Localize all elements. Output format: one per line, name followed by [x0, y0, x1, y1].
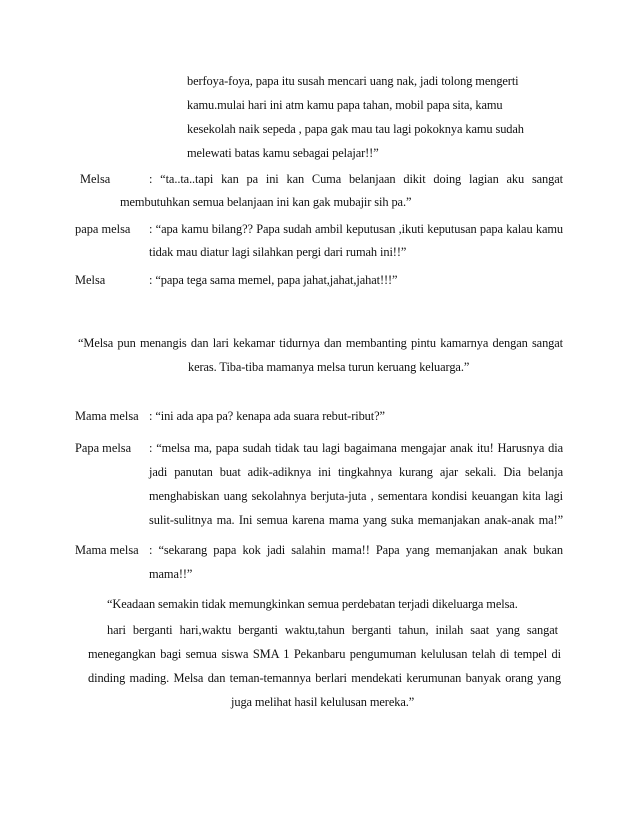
- narration-line: hari berganti hari,waktu berganti waktu,tahun berganti tahun, inilah saat yang sangat: [107, 623, 558, 637]
- dialog-line: membutuhkan semua belanjaan ini kan gak mubajir sih pa.”: [120, 195, 412, 209]
- dialog-line: : “sekarang papa kok jadi salahin mama!! Papa yang memanjakan anak bukan: [149, 543, 563, 557]
- speaker-name: Mama melsa: [75, 409, 139, 423]
- narration-line: “Keadaan semakin tidak memungkinkan semua perdebatan terjadi dikeluarga melsa.: [107, 597, 518, 611]
- dialog-line: : “papa tega sama memel, papa jahat,jahat,jahat!!!”: [149, 273, 398, 287]
- dialog-line: : “melsa ma, papa sudah tidak tau lagi bagaimana mengajar anak itu! Harusnya dia: [149, 441, 563, 455]
- speaker-name: Papa melsa: [75, 441, 132, 455]
- narration-line: “Melsa pun menangis dan lari kekamar tidurnya dan membanting pintu kamarnya dengan sangat: [78, 336, 563, 350]
- dialog-line: jadi panutan buat adik-adiknya ini tingkahnya kurang ajar sekali. Dia belanja: [149, 465, 563, 479]
- intro-line-2: kamu.mulai hari ini atm kamu papa tahan, mobil papa sita, kamu: [187, 98, 503, 112]
- intro-line-1: berfoya-foya, papa itu susah mencari uang nak, jadi tolong mengerti: [187, 74, 519, 88]
- speaker-name: Mama melsa: [75, 543, 139, 557]
- speaker-name: Melsa: [75, 273, 106, 287]
- intro-line-3: kesekolah naik sepeda , papa gak mau tau lagi pokoknya kamu sudah: [187, 122, 524, 136]
- dialog-line: mama!!”: [149, 567, 193, 581]
- dialog-line: menghabiskan uang sekolahnya berjuta-juta , sementara kondisi keuangan kita lagi: [149, 489, 563, 503]
- dialog-line: : “ta..ta..tapi kan pa ini kan Cuma belanjaan dikit doing lagian aku sangat: [149, 172, 563, 186]
- dialog-line: sulit-sulitnya ma. Ini semua karena mama yang suka memanjakan anak-anak ma!”: [149, 513, 563, 527]
- speaker-name: Melsa: [80, 172, 111, 186]
- intro-line-4: melewati batas kamu sebagai pelajar!!”: [187, 146, 379, 160]
- narration-line: dinding mading. Melsa dan teman-temannya berlari mendekati kerumunan banyak orang yang: [88, 671, 561, 685]
- narration-line: juga melihat hasil kelulusan mereka.”: [231, 695, 415, 709]
- narration-line: keras. Tiba-tiba mamanya melsa turun keruang keluarga.”: [188, 360, 470, 374]
- dialog-line: tidak mau diatur lagi silahkan pergi dari rumah ini!!”: [149, 245, 407, 259]
- dialog-line: : “ini ada apa pa? kenapa ada suara rebut-ribut?”: [149, 409, 385, 423]
- speaker-name: papa melsa: [75, 222, 131, 236]
- narration-line: menegangkan bagi semua siswa SMA 1 Pekanbaru pengumuman kelulusan telah di tempel di: [88, 647, 561, 661]
- dialog-line: : “apa kamu bilang?? Papa sudah ambil keputusan ,ikuti keputusan papa kalau kamu: [149, 222, 563, 236]
